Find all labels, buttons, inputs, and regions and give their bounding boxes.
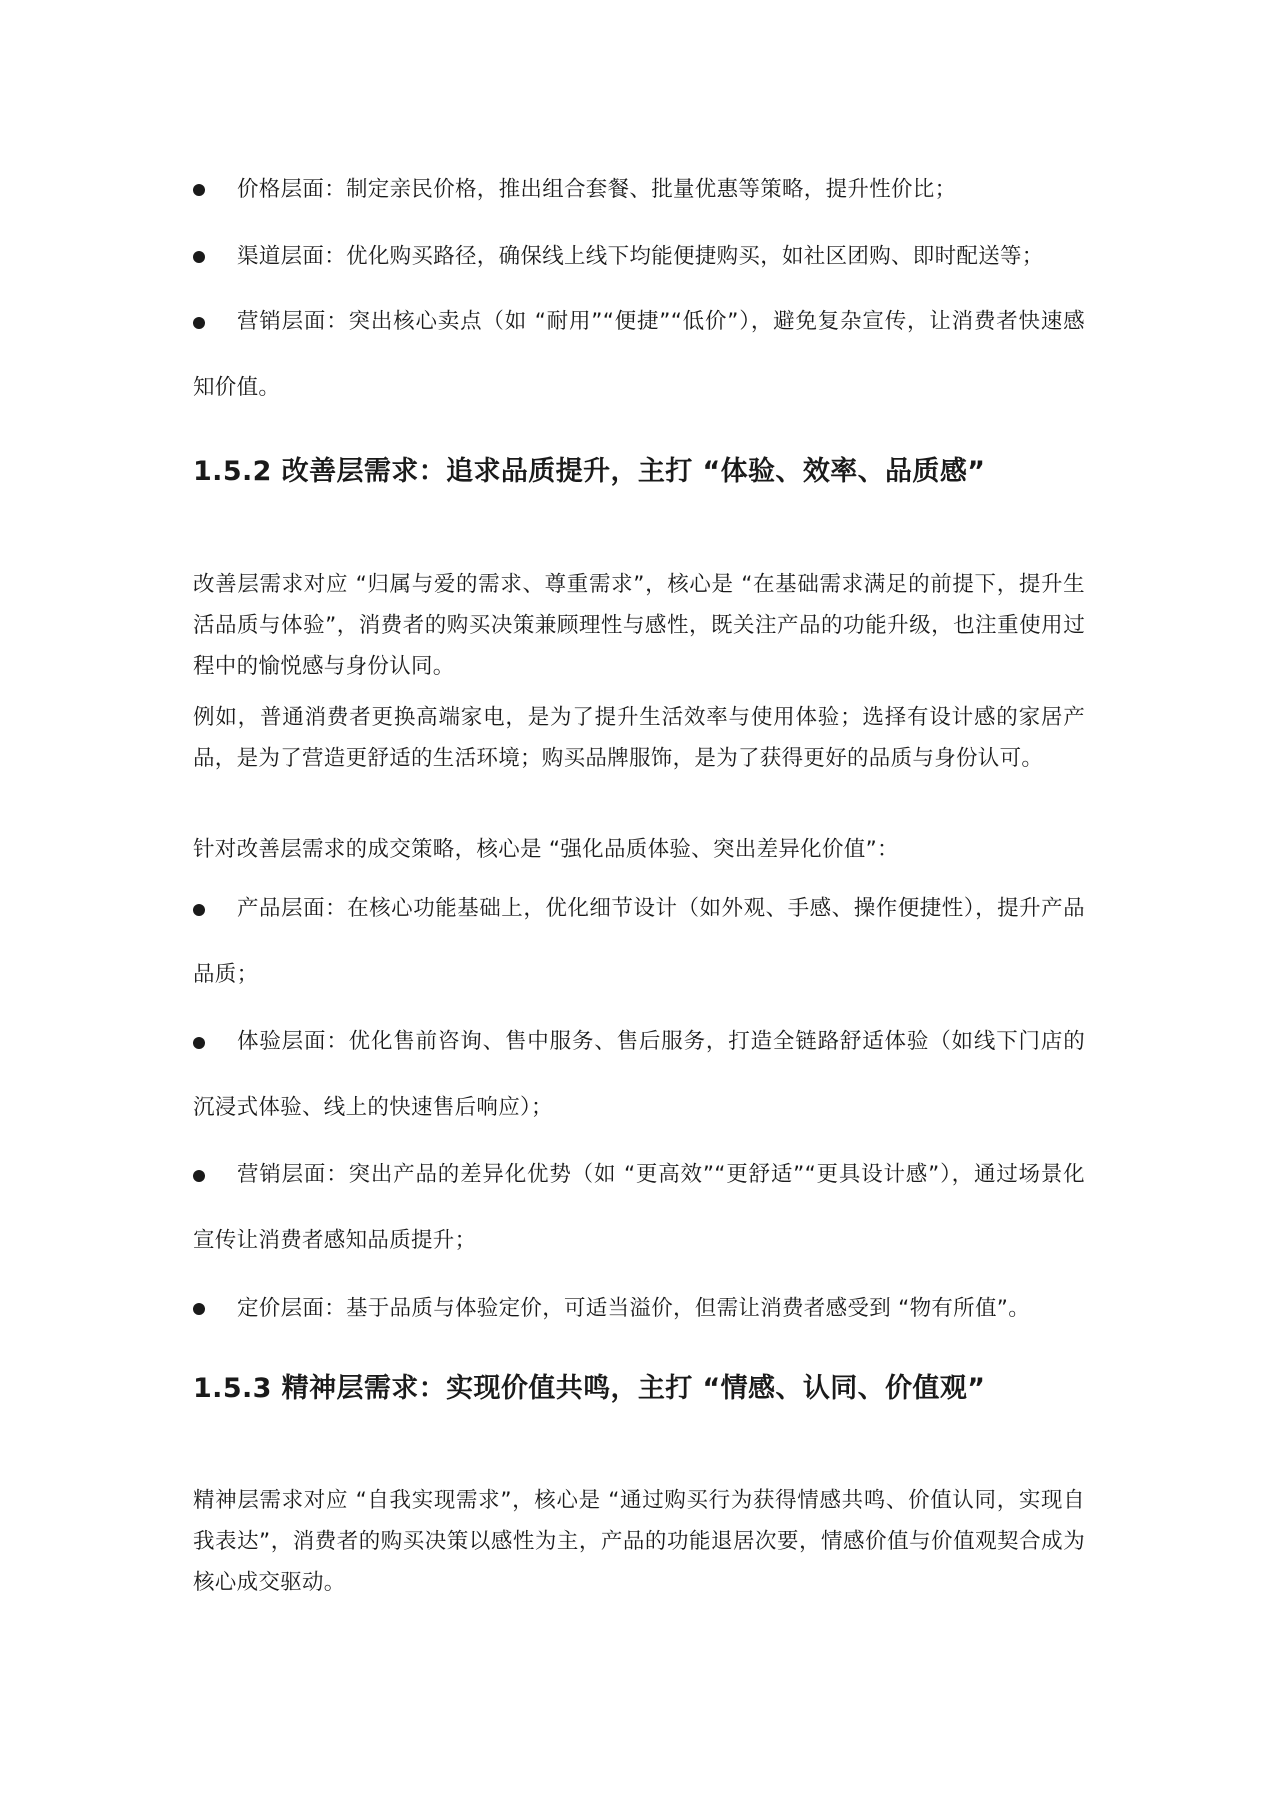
- bullet-item: 价格层面：制定亲民价格，推出组合套餐、批量优惠等策略，提升性价比；: [237, 177, 957, 202]
- bullet-item: 渠道层面：优化购买路径，确保线上线下均能便捷购买，如社区团购、即时配送等；: [237, 244, 1044, 269]
- body-paragraph: 精神层需求对应 “自我实现需求”，核心是 “通过购买行为获得情感共鸣、价值认同，实现自我表达”，消费者的购买决策以感性为主，产品的功能退居次要，情感价值与价值观契合成为核心成交驱动。: [193, 1488, 1085, 1595]
- bullet-item: 营销层面：突出核心卖点（如 “耐用”“便捷”“低价”），避免复杂宣传，让消费者快速感知价值。: [193, 309, 1085, 400]
- bullet-item: 体验层面：优化售前咨询、售中服务、售后服务，打造全链路舒适体验（如线下门店的沉浸式体验、线上的快速售后响应）；: [193, 1029, 1085, 1120]
- bullet-item: 营销层面：突出产品的差异化优势（如 “更高效”“更舒适”“更具设计感”），通过场景化宣传让消费者感知品质提升；: [193, 1162, 1085, 1253]
- bullet-item: 产品层面：在核心功能基础上，优化细节设计（如外观、手感、操作便捷性），提升产品品质；: [193, 896, 1085, 987]
- section-heading: 1.5.3 精神层需求：实现价值共鸣，主打 “情感、认同、价值观”: [193, 1373, 986, 1404]
- body-paragraph: 针对改善层需求的成交策略，核心是 “强化品质体验、突出差异化价值”：: [193, 837, 899, 862]
- section-heading: 1.5.2 改善层需求：追求品质提升，主打 “体验、效率、品质感”: [193, 456, 986, 487]
- body-paragraph: 例如，普通消费者更换高端家电，是为了提升生活效率与使用体验；选择有设计感的家居产品，是为了营造更舒适的生活环境；购买品牌服饰，是为了获得更好的品质与身份认可。: [193, 705, 1085, 771]
- bullet-item: 定价层面：基于品质与体验定价，可适当溢价，但需让消费者感受到 “物有所值”。: [237, 1296, 1031, 1321]
- body-paragraph: 改善层需求对应 “归属与爱的需求、尊重需求”，核心是 “在基础需求满足的前提下，提升生活品质与体验”，消费者的购买决策兼顾理性与感性，既关注产品的功能升级，也注重使用过程中的愉悦感与身份认同。: [193, 572, 1085, 679]
